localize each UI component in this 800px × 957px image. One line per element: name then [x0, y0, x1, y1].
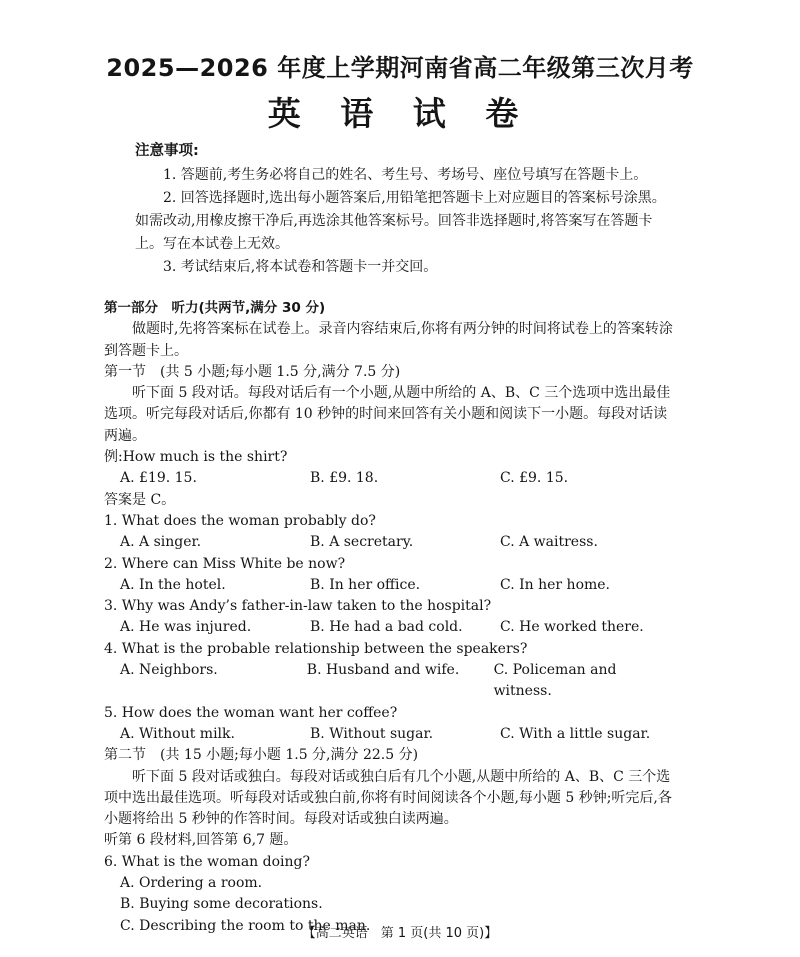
question-5-options: [104, 724, 676, 745]
question-2-options: [104, 575, 676, 596]
option-c: C. In her home.: [500, 576, 611, 593]
notice-item-1: 1. 答题前,考生务必将自己的姓名、考生号、考场号、座位号填写在答题卡上。: [163, 167, 648, 183]
option-b: B. A secretary.: [310, 534, 414, 551]
option-a: A. Without milk.: [120, 725, 235, 742]
option-b: B. He had a bad cold.: [310, 619, 463, 636]
option-a: A. £19. 15.: [120, 470, 197, 487]
example-answer: 答案是 C。: [104, 491, 176, 508]
option-c: C. With a little sugar.: [500, 725, 651, 742]
question-5: 5. How does the woman want her coffee?: [104, 704, 398, 721]
question-1-options: [104, 532, 676, 553]
notice-item-2: 2. 回答选择题时,选出每小题答案后,用铅笔把答题卡上对应题目的答案标号涂黑。如需改动,用橡皮擦干净后,再选涂其他答案标号。回答非选择题时,将答案写在答题卡上。写在本试卷上无效。: [135, 190, 666, 252]
question-6-option-b: B. Buying some decorations.: [120, 896, 323, 913]
option-a: A. Neighbors.: [120, 662, 218, 679]
option-c: C. A waitress.: [500, 534, 598, 551]
notice-section: [135, 140, 675, 279]
question-4-options: [104, 660, 676, 703]
option-b: B. In her office.: [310, 576, 421, 593]
question-2: 2. Where can Miss White be now?: [104, 555, 346, 572]
listening-part: [104, 298, 676, 937]
option-b: B. Husband and wife.: [306, 662, 460, 679]
section2-heading: 第二节 (共 15 小题;每小题 1.5 分,满分 22.5 分): [104, 747, 419, 764]
question-3-options: [104, 617, 676, 638]
notice-item-3: 3. 考试结束后,将本试卷和答题卡一并交回。: [163, 259, 438, 275]
question-6-option-a: A. Ordering a room.: [120, 875, 263, 892]
section1-instructions: 听下面 5 段对话。每段对话后有一个小题,从题中所给的 A、B、C 三个选项中选出最佳选项。听完每段对话后,你都有 10 秒钟的时间来回答有关小题和阅读下一小题。每段对话读两遍。: [104, 385, 671, 444]
question-1: 1. What does the woman probably do?: [104, 512, 376, 529]
option-a: A. He was injured.: [120, 619, 252, 636]
example-options: [104, 468, 676, 489]
option-a: A. In the hotel.: [120, 576, 226, 593]
part1-heading: 第一部分 听力(共两节,满分 30 分): [104, 300, 326, 316]
option-b: B. £9. 18.: [310, 470, 379, 487]
question-6-option-c: C. Describing the room to the man.: [120, 917, 371, 934]
section1-heading: 第一节 (共 5 小题;每小题 1.5 分,满分 7.5 分): [104, 363, 401, 380]
option-c: C. He worked there.: [500, 619, 644, 636]
question-3: 3. Why was Andy’s father-in-law taken to the hospital?: [104, 598, 492, 615]
option-c: C. £9. 15.: [500, 470, 569, 487]
material-note: 听第 6 段材料,回答第 6,7 题。: [104, 832, 298, 849]
question-4: 4. What is the probable relationship between the speakers?: [104, 640, 528, 657]
option-b: B. Without sugar.: [310, 725, 434, 742]
notice-heading: 注意事项:: [135, 143, 199, 159]
exam-subtitle: 英 语 试 卷: [267, 94, 533, 133]
question-6: 6. What is the woman doing?: [104, 853, 310, 870]
section2-instructions: 听下面 5 段对话或独白。每段对话或独白后有几个小题,从题中所给的 A、B、C 三个选项中选出最佳选项。听每段对话或独白前,你将有时间阅读各个小题,每小题 5 秒钟;听完后,各小题将给出 5 秒钟的作答时间。每段对话或独白读两遍。: [104, 768, 672, 828]
part1-instructions: 做题时,先将答案标在试卷上。录音内容结束后,你将有两分钟的时间将试卷上的答案转涂到答题卡上。: [104, 321, 673, 359]
exam-title: 2025—2026 年度上学期河南省高二年级第三次月考: [106, 54, 694, 82]
example-question: 例:How much is the shirt?: [104, 449, 288, 466]
option-a: A. A singer.: [120, 534, 202, 551]
page-footer: 【高二英语 第 1 页(共 10 页)】: [302, 926, 498, 941]
option-c: C. Policeman and witness.: [493, 662, 617, 700]
